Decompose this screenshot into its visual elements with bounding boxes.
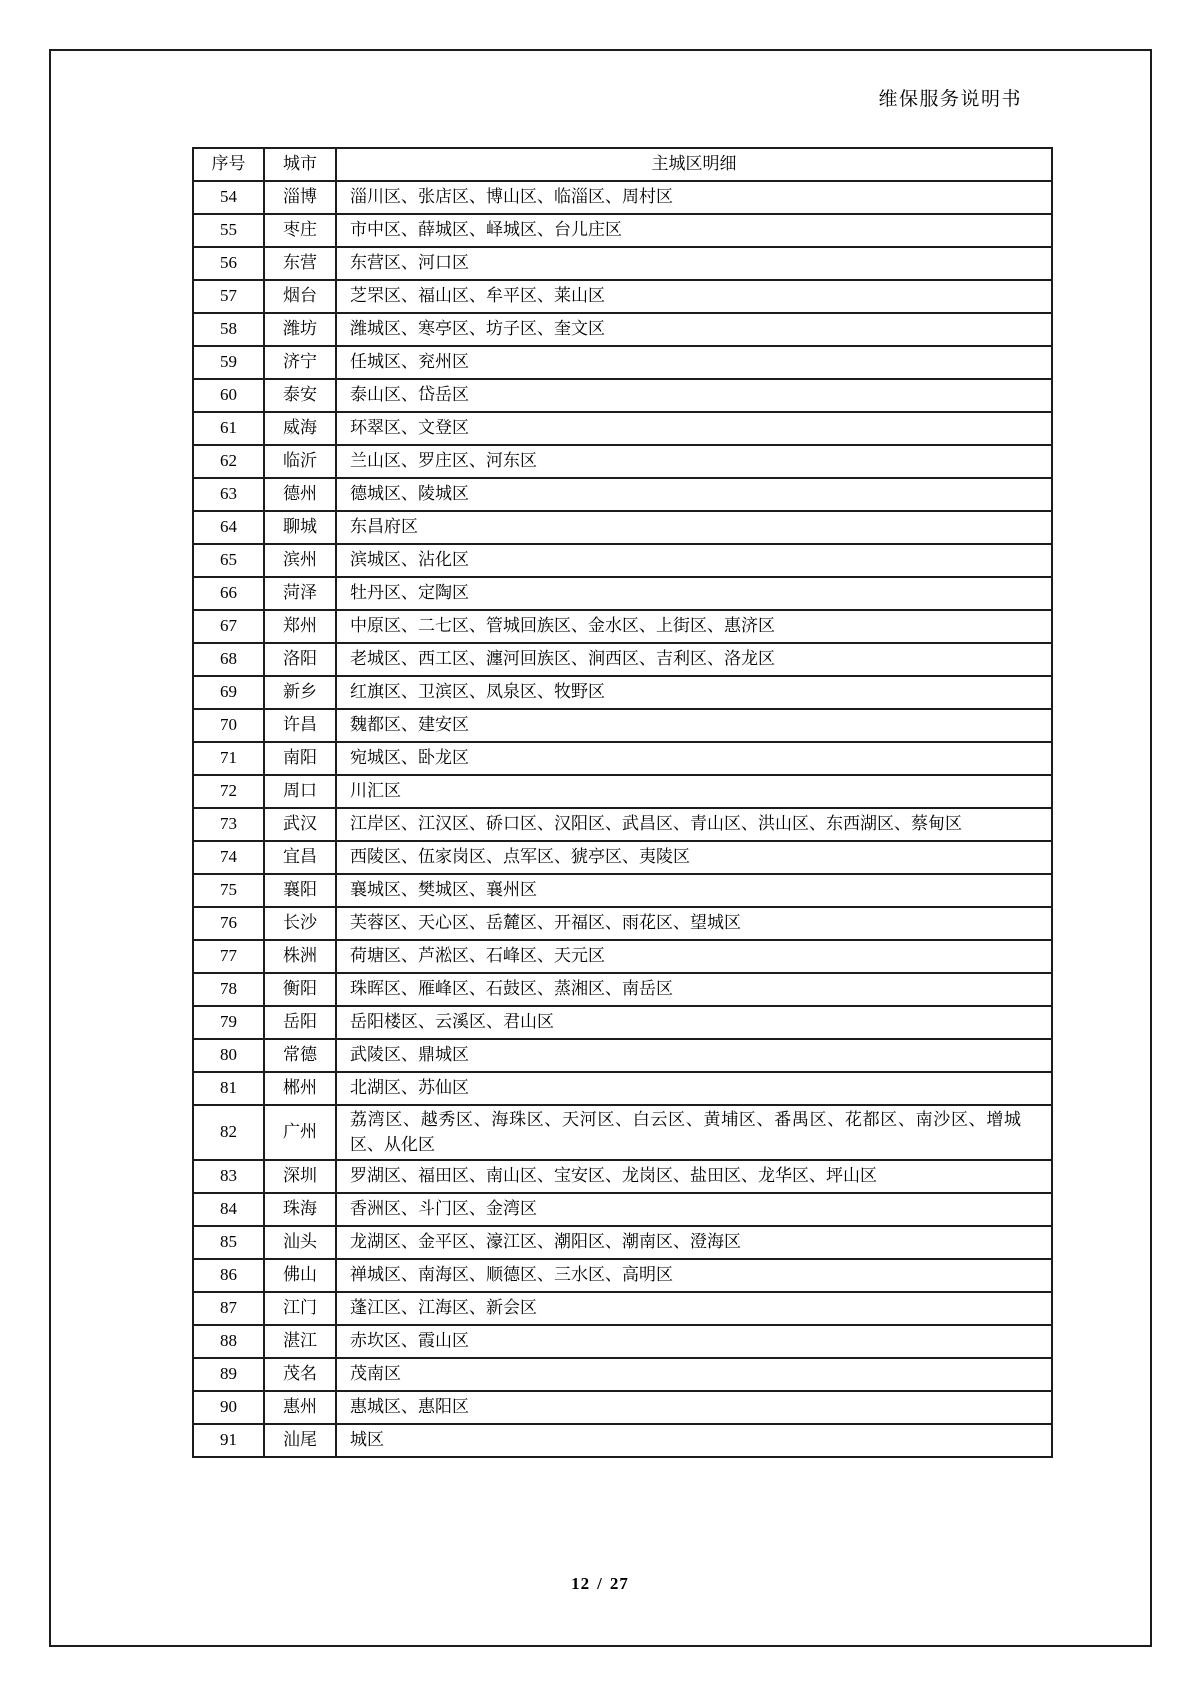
city-cell: 许昌 (264, 709, 336, 742)
city-cell: 烟台 (264, 280, 336, 313)
table-row (193, 1193, 1052, 1226)
table-row (193, 445, 1052, 478)
city-cell: 汕头 (264, 1226, 336, 1259)
row-number-cell: 60 (193, 379, 264, 412)
page-number-current: 12 (571, 1574, 591, 1593)
city-cell: 珠海 (264, 1193, 336, 1226)
city-cell: 新乡 (264, 676, 336, 709)
city-cell: 东营 (264, 247, 336, 280)
districts-cell: 岳阳楼区、云溪区、君山区 (336, 1006, 1052, 1039)
table-header-row (193, 148, 1052, 181)
table-row (193, 412, 1052, 445)
districts-cell: 西陵区、伍家岗区、点军区、猇亭区、夷陵区 (336, 841, 1052, 874)
table-row (193, 808, 1052, 841)
city-cell: 潍坊 (264, 313, 336, 346)
city-cell: 衡阳 (264, 973, 336, 1006)
row-number-cell: 90 (193, 1391, 264, 1424)
table-row (193, 1424, 1052, 1457)
city-cell: 株洲 (264, 940, 336, 973)
table-row (193, 1325, 1052, 1358)
row-number-cell: 63 (193, 478, 264, 511)
column-header-no: 序号 (193, 148, 264, 181)
table-row (193, 1006, 1052, 1039)
page-number-separator: / (597, 1574, 603, 1593)
districts-cell: 茂南区 (336, 1358, 1052, 1391)
table-row (193, 214, 1052, 247)
row-number-cell: 80 (193, 1039, 264, 1072)
row-number-cell: 54 (193, 181, 264, 214)
table-row (193, 1160, 1052, 1193)
row-number-cell: 74 (193, 841, 264, 874)
city-cell: 泰安 (264, 379, 336, 412)
row-number-cell: 72 (193, 775, 264, 808)
districts-cell: 香洲区、斗门区、金湾区 (336, 1193, 1052, 1226)
table-row (193, 577, 1052, 610)
table-row (193, 379, 1052, 412)
row-number-cell: 65 (193, 544, 264, 577)
table-row (193, 709, 1052, 742)
districts-cell: 老城区、西工区、瀍河回族区、涧西区、吉利区、洛龙区 (336, 643, 1052, 676)
city-cell: 聊城 (264, 511, 336, 544)
districts-cell: 襄城区、樊城区、襄州区 (336, 874, 1052, 907)
city-cell: 襄阳 (264, 874, 336, 907)
row-number-cell: 82 (193, 1105, 264, 1160)
districts-cell: 泰山区、岱岳区 (336, 379, 1052, 412)
table-row (193, 874, 1052, 907)
table-row (193, 1358, 1052, 1391)
row-number-cell: 69 (193, 676, 264, 709)
table-row (193, 940, 1052, 973)
districts-cell: 德城区、陵城区 (336, 478, 1052, 511)
city-cell: 宜昌 (264, 841, 336, 874)
table-row (193, 313, 1052, 346)
city-cell: 广州 (264, 1105, 336, 1160)
table-row (193, 544, 1052, 577)
city-cell: 淄博 (264, 181, 336, 214)
city-cell: 德州 (264, 478, 336, 511)
table-row (193, 181, 1052, 214)
city-cell: 武汉 (264, 808, 336, 841)
table-row (193, 841, 1052, 874)
districts-cell: 兰山区、罗庄区、河东区 (336, 445, 1052, 478)
row-number-cell: 61 (193, 412, 264, 445)
districts-cell: 罗湖区、福田区、南山区、宝安区、龙岗区、盐田区、龙华区、坪山区 (336, 1160, 1052, 1193)
districts-cell: 禅城区、南海区、顺德区、三水区、高明区 (336, 1259, 1052, 1292)
districts-cell: 东营区、河口区 (336, 247, 1052, 280)
row-number-cell: 56 (193, 247, 264, 280)
districts-cell: 东昌府区 (336, 511, 1052, 544)
row-number-cell: 86 (193, 1259, 264, 1292)
city-cell: 常德 (264, 1039, 336, 1072)
districts-cell: 武陵区、鼎城区 (336, 1039, 1052, 1072)
districts-cell: 珠晖区、雁峰区、石鼓区、蒸湘区、南岳区 (336, 973, 1052, 1006)
districts-cell: 江岸区、江汉区、硚口区、汉阳区、武昌区、青山区、洪山区、东西湖区、蔡甸区 (336, 808, 1052, 841)
districts-cell: 赤坎区、霞山区 (336, 1325, 1052, 1358)
districts-cell: 龙湖区、金平区、濠江区、潮阳区、潮南区、澄海区 (336, 1226, 1052, 1259)
city-cell: 枣庄 (264, 214, 336, 247)
table-header (193, 148, 1052, 181)
row-number-cell: 68 (193, 643, 264, 676)
districts-cell: 淄川区、张店区、博山区、临淄区、周村区 (336, 181, 1052, 214)
districts-cell: 荔湾区、越秀区、海珠区、天河区、白云区、黄埔区、番禺区、花都区、南沙区、增城区、从化区 (336, 1105, 1052, 1160)
table-row (193, 742, 1052, 775)
row-number-cell: 87 (193, 1292, 264, 1325)
city-cell: 佛山 (264, 1259, 336, 1292)
table-row (193, 1072, 1052, 1105)
row-number-cell: 58 (193, 313, 264, 346)
districts-cell: 惠城区、惠阳区 (336, 1391, 1052, 1424)
districts-cell: 芙蓉区、天心区、岳麓区、开福区、雨花区、望城区 (336, 907, 1052, 940)
row-number-cell: 85 (193, 1226, 264, 1259)
city-cell: 湛江 (264, 1325, 336, 1358)
city-cell: 滨州 (264, 544, 336, 577)
row-number-cell: 73 (193, 808, 264, 841)
districts-cell: 中原区、二七区、管城回族区、金水区、上街区、惠济区 (336, 610, 1052, 643)
city-cell: 周口 (264, 775, 336, 808)
city-cell: 郴州 (264, 1072, 336, 1105)
table-row (193, 1292, 1052, 1325)
city-cell: 汕尾 (264, 1424, 336, 1457)
row-number-cell: 64 (193, 511, 264, 544)
table-row (193, 1226, 1052, 1259)
row-number-cell: 70 (193, 709, 264, 742)
table-row (193, 478, 1052, 511)
city-cell: 岳阳 (264, 1006, 336, 1039)
page-number-total: 27 (609, 1574, 629, 1593)
row-number-cell: 57 (193, 280, 264, 313)
city-districts-table (192, 147, 1053, 1458)
table-row (193, 1391, 1052, 1424)
column-header-city: 城市 (264, 148, 336, 181)
districts-cell: 牡丹区、定陶区 (336, 577, 1052, 610)
row-number-cell: 76 (193, 907, 264, 940)
table-row (193, 973, 1052, 1006)
table-row (193, 247, 1052, 280)
districts-cell: 环翠区、文登区 (336, 412, 1052, 445)
row-number-cell: 84 (193, 1193, 264, 1226)
row-number-cell: 83 (193, 1160, 264, 1193)
table-row (193, 346, 1052, 379)
table-row (193, 511, 1052, 544)
districts-cell: 蓬江区、江海区、新会区 (336, 1292, 1052, 1325)
column-header-districts: 主城区明细 (336, 148, 1052, 181)
row-number-cell: 78 (193, 973, 264, 1006)
districts-cell: 城区 (336, 1424, 1052, 1457)
city-cell: 深圳 (264, 1160, 336, 1193)
row-number-cell: 59 (193, 346, 264, 379)
districts-cell: 芝罘区、福山区、牟平区、莱山区 (336, 280, 1052, 313)
city-cell: 南阳 (264, 742, 336, 775)
table-row (193, 610, 1052, 643)
districts-cell: 潍城区、寒亭区、坊子区、奎文区 (336, 313, 1052, 346)
table-row (193, 643, 1052, 676)
row-number-cell: 91 (193, 1424, 264, 1457)
document-header-title: 维保服务说明书 (878, 89, 1022, 110)
table-body (193, 181, 1052, 1457)
city-cell: 威海 (264, 412, 336, 445)
table-row (193, 1039, 1052, 1072)
row-number-cell: 67 (193, 610, 264, 643)
row-number-cell: 89 (193, 1358, 264, 1391)
table-row (193, 907, 1052, 940)
row-number-cell: 71 (193, 742, 264, 775)
row-number-cell: 75 (193, 874, 264, 907)
table-row (193, 676, 1052, 709)
city-cell: 郑州 (264, 610, 336, 643)
row-number-cell: 55 (193, 214, 264, 247)
row-number-cell: 66 (193, 577, 264, 610)
city-cell: 临沂 (264, 445, 336, 478)
row-number-cell: 62 (193, 445, 264, 478)
city-cell: 菏泽 (264, 577, 336, 610)
districts-cell: 川汇区 (336, 775, 1052, 808)
city-cell: 茂名 (264, 1358, 336, 1391)
districts-cell: 宛城区、卧龙区 (336, 742, 1052, 775)
row-number-cell: 88 (193, 1325, 264, 1358)
table-row (193, 280, 1052, 313)
city-cell: 长沙 (264, 907, 336, 940)
city-cell: 洛阳 (264, 643, 336, 676)
districts-cell: 任城区、兖州区 (336, 346, 1052, 379)
row-number-cell: 81 (193, 1072, 264, 1105)
city-cell: 惠州 (264, 1391, 336, 1424)
districts-cell: 红旗区、卫滨区、凤泉区、牧野区 (336, 676, 1052, 709)
table-row (193, 1105, 1052, 1160)
table-row (193, 1259, 1052, 1292)
districts-cell: 魏都区、建安区 (336, 709, 1052, 742)
districts-cell: 荷塘区、芦淞区、石峰区、天元区 (336, 940, 1052, 973)
districts-cell: 市中区、薛城区、峄城区、台儿庄区 (336, 214, 1052, 247)
row-number-cell: 79 (193, 1006, 264, 1039)
city-cell: 济宁 (264, 346, 336, 379)
city-cell: 江门 (264, 1292, 336, 1325)
page-number (0, 1574, 1200, 1594)
row-number-cell: 77 (193, 940, 264, 973)
table-row (193, 775, 1052, 808)
districts-cell: 北湖区、苏仙区 (336, 1072, 1052, 1105)
districts-cell: 滨城区、沾化区 (336, 544, 1052, 577)
